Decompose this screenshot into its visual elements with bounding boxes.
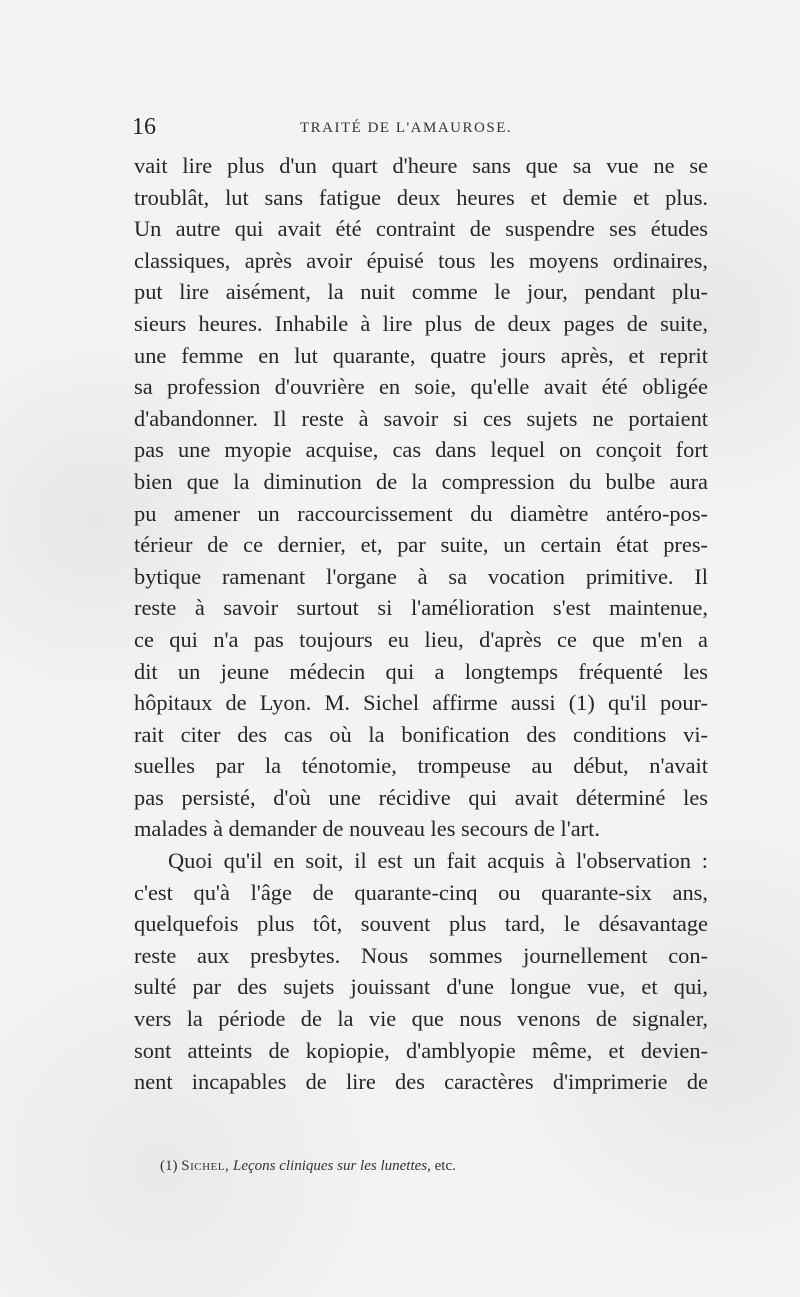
text-line: troublât, lut sans fatigue deux heures et demie et plus. — [134, 184, 708, 210]
text-line: reste à savoir surtout si l'amélioration s'est maintenue, — [134, 595, 708, 621]
running-title: TRAITÉ DE L'AMAUROSE. — [300, 120, 513, 136]
text-line: pas une myopie acquise, cas dans lequel on conçoit fort — [134, 437, 708, 463]
text-line: quelquefois plus tôt, souvent plus tard, le désavantage — [134, 911, 708, 937]
text-line: dit un jeune médecin qui a longtemps fréquenté les — [134, 658, 708, 684]
text-line: pas persisté, d'où une récidive qui avait déterminé les — [134, 784, 708, 810]
text-line: nent incapables de lire des caractères d'imprimerie de — [134, 1069, 708, 1095]
text-line: reste aux presbytes. Nous sommes journellement con- — [134, 942, 708, 968]
text-line: Un autre qui avait été contraint de suspendre ses études — [134, 216, 708, 242]
text-line: bytique ramenant l'organe à sa vocation primitive. Il — [134, 563, 708, 589]
text-line: pu amener un raccourcissement du diamètre antéro-pos- — [134, 500, 708, 526]
text-line: vers la période de la vie que nous venons de signaler, — [134, 1006, 708, 1032]
body-text — [134, 150, 708, 1098]
text-line: suelles par la ténotomie, trompeuse au début, n'avait — [134, 753, 708, 779]
text-line: put lire aisément, la nuit comme le jour, pendant plu- — [134, 279, 708, 305]
page-number: 16 — [132, 114, 156, 140]
text-line: une femme en lut quarante, quatre jours après, et reprit — [134, 342, 708, 368]
footnote — [160, 1158, 456, 1175]
text-line: hôpitaux de Lyon. M. Sichel affirme aussi (1) qu'il pour- — [134, 690, 708, 716]
text-line: bien que la diminution de la compression du bulbe aura — [134, 468, 708, 494]
footnote-marker: (1) — [160, 1158, 178, 1174]
text-line: ce qui n'a pas toujours eu lieu, d'après ce que m'en a — [134, 626, 708, 652]
text-line: classiques, après avoir épuisé tous les moyens ordinaires, — [134, 247, 708, 273]
text-line: malades à demander de nouveau les secours de l'art. — [134, 816, 600, 842]
text-line: d'abandonner. Il reste à savoir si ces sujets ne portaient — [134, 405, 708, 431]
text-line: vait lire plus d'un quart d'heure sans que sa vue ne se — [134, 153, 708, 178]
text-line: sa profession d'ouvrière en soie, qu'elle avait été obligée — [134, 374, 708, 400]
footnote-suffix: etc. — [434, 1158, 456, 1174]
paragraph-start-line: Quoi qu'il en soit, il est un fait acquis à l'observation : — [168, 848, 708, 874]
text-line: rait citer des cas où la bonification des conditions vi- — [134, 721, 708, 747]
text-line: sulté par des sujets jouissant d'une longue vue, et qui, — [134, 974, 708, 1000]
text-line: térieur de ce dernier, et, par suite, un certain état pres- — [134, 532, 708, 558]
footnote-author: Sichel, — [181, 1158, 230, 1174]
page-header — [132, 114, 710, 144]
footnote-title: Leçons cliniques sur les lunettes, — [232, 1158, 431, 1174]
text-line: sieurs heures. Inhabile à lire plus de deux pages de suite, — [134, 310, 708, 336]
text-line: sont atteints de kopiopie, d'amblyopie même, et devien- — [134, 1037, 708, 1063]
text-line: c'est qu'à l'âge de quarante-cinq ou quarante-six ans, — [134, 879, 708, 905]
